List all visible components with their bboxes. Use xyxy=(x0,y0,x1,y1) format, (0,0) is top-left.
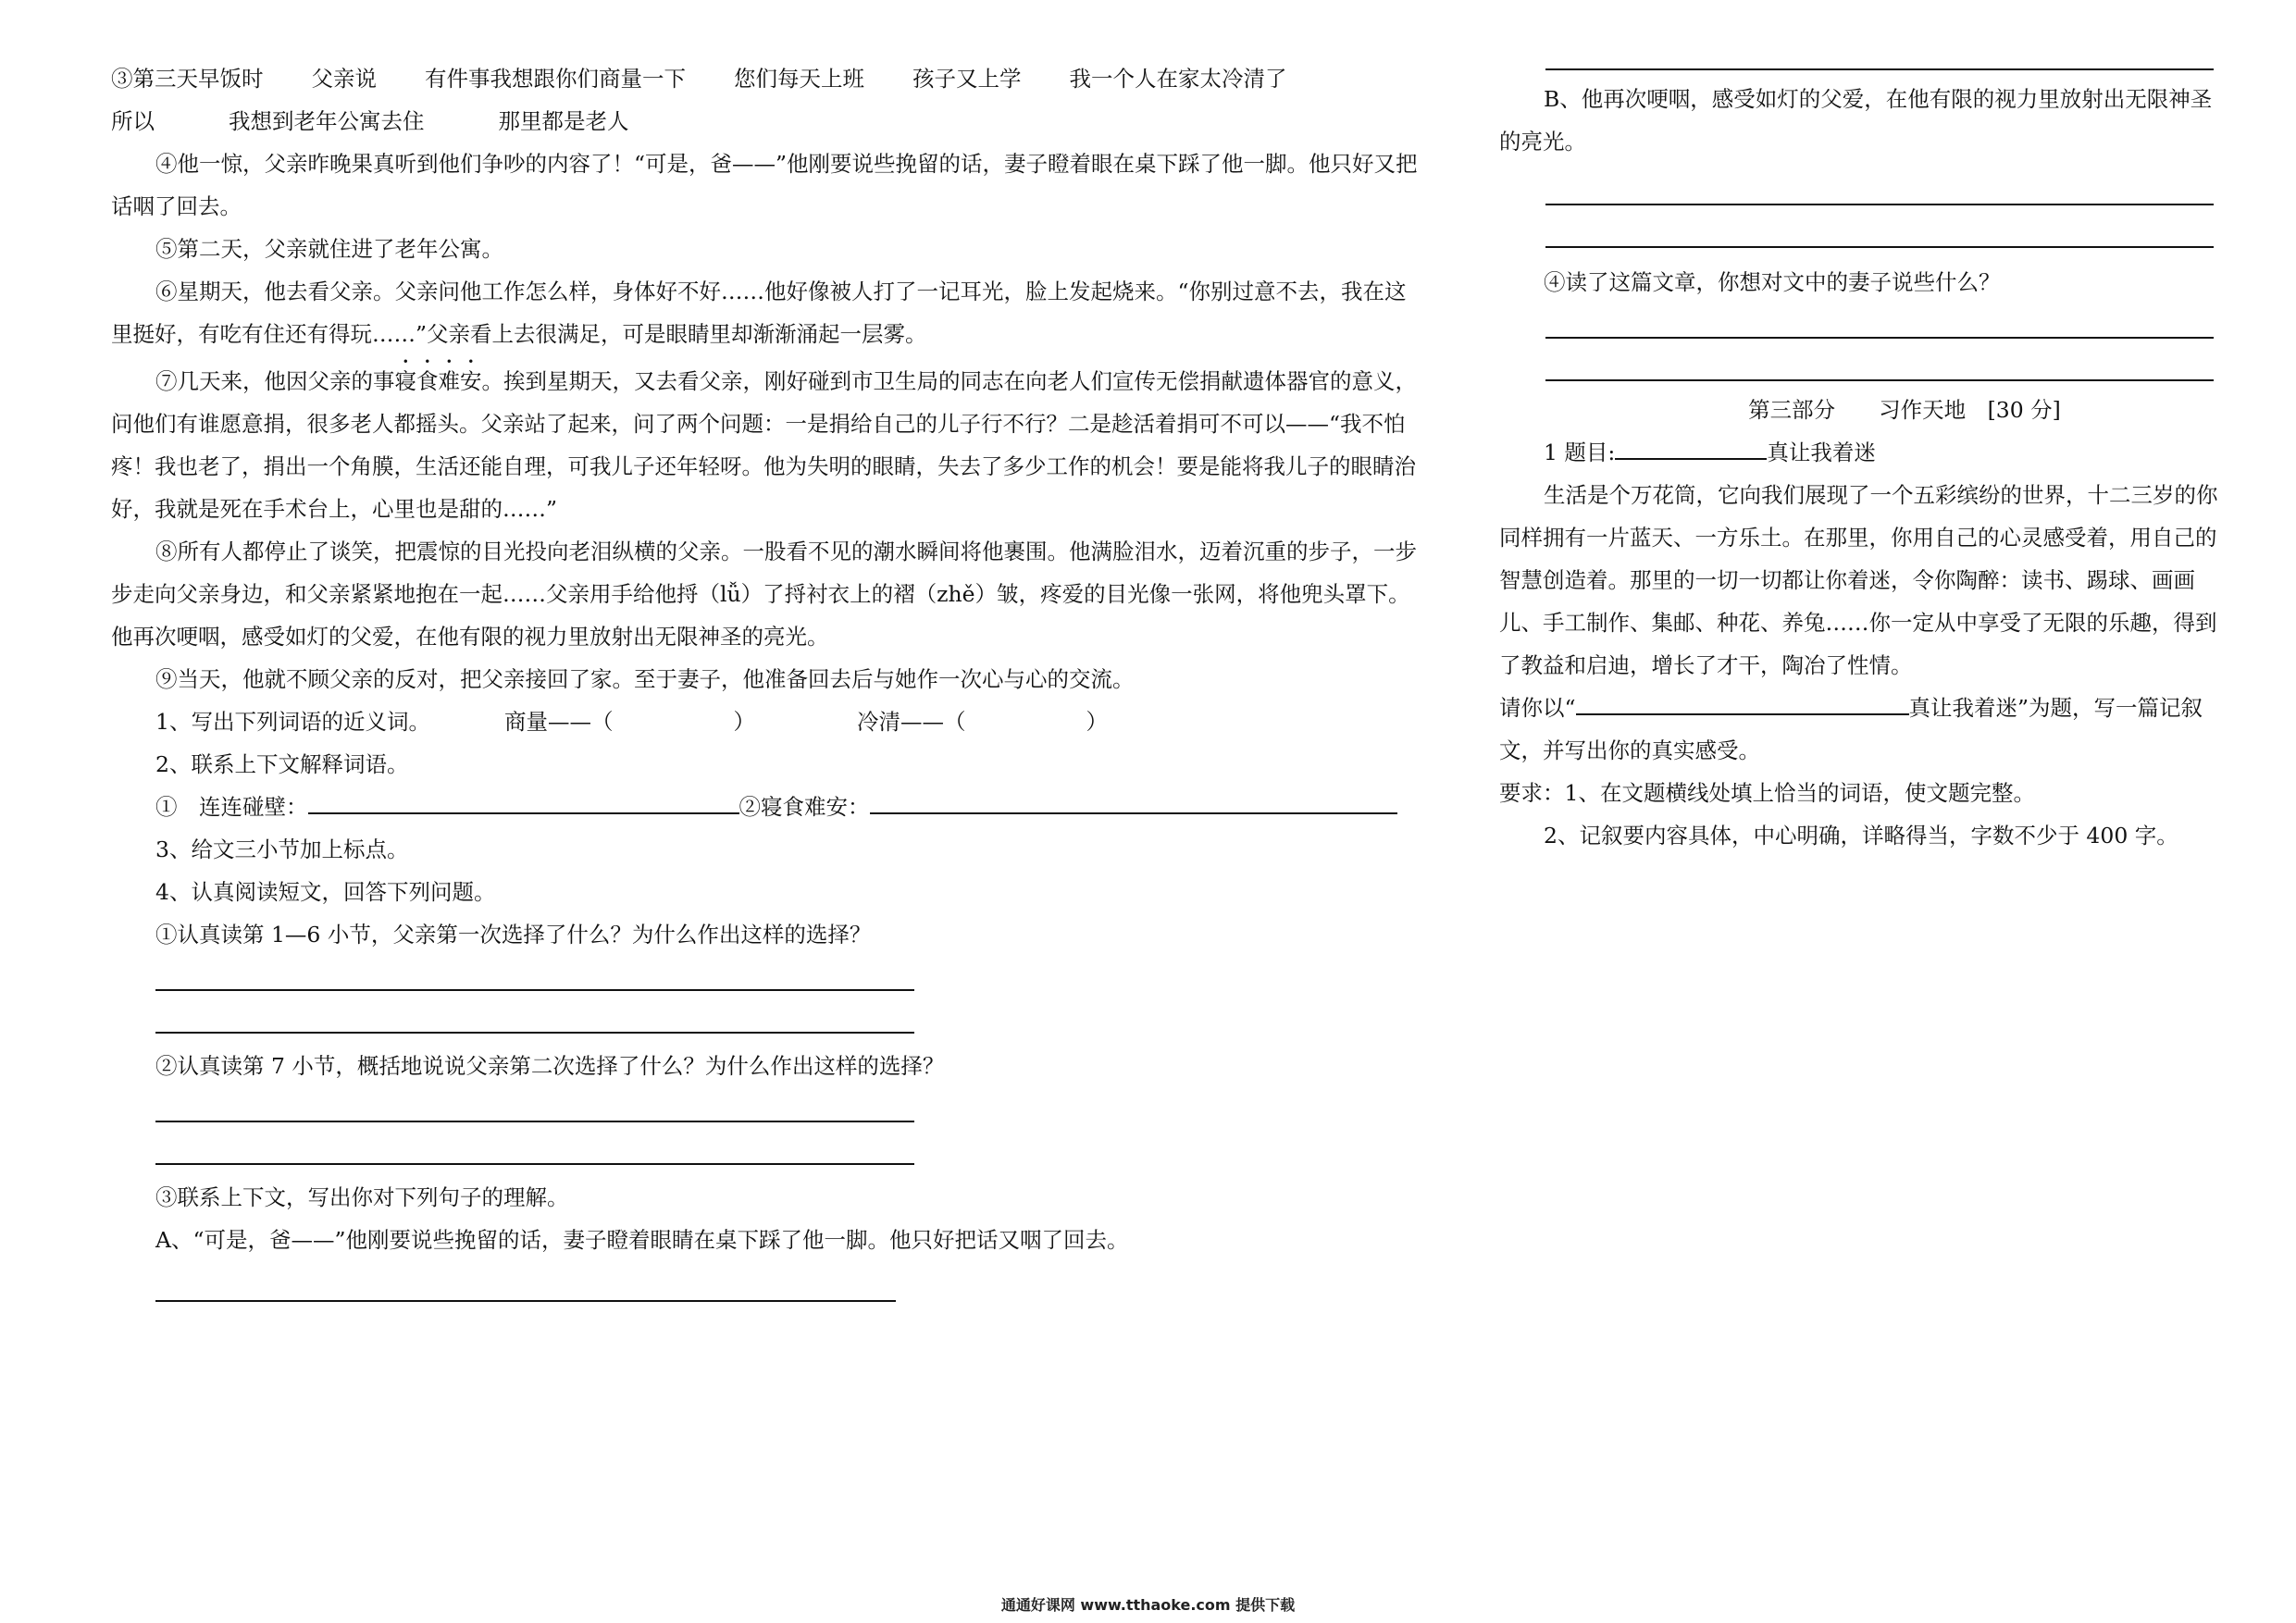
question-4-1: ①认真读第 1—6 小节，父亲第一次选择了什么？为什么作出这样的选择？ xyxy=(155,922,872,948)
answer-line[interactable] xyxy=(155,956,914,998)
paragraph-3-line2: 所以 我想到老年公寓去住 那里都是老人 xyxy=(111,108,629,134)
question-2-items: ① 连连碰壁： ②寝食难安： xyxy=(111,786,1425,828)
answer-line[interactable] xyxy=(1545,170,2214,213)
paragraph-5: ⑤第二天，父亲就住进了老年公寓。 xyxy=(155,236,503,262)
left-column xyxy=(111,57,1425,1309)
answer-line-lianlianpengbi[interactable] xyxy=(308,787,739,814)
footer-watermark: 通通好课网 www.tthaoke.com 提供下载 xyxy=(1000,1596,1296,1614)
right-column xyxy=(1499,57,2221,857)
paragraph-6: ⑥星期天，他去看父亲。父亲问他工作怎么样，身体好不好……他好像被人打了一记耳光，脸上发起烧来。“你别过意不去，我在这里挺好，有吃有住还有得玩……”父亲看上去很满足，可是眼睛里却渐渐涌起一层雾。 xyxy=(111,279,1407,347)
answer-line[interactable] xyxy=(1545,35,2214,78)
question-3: 3、给文三小节加上标点。 xyxy=(155,836,409,862)
paragraph-3-line1: ③第三天早饭时 父亲说 有件事我想跟你们商量一下 您们每天上班 孩子又上学 我一个人在家太冷清了 xyxy=(111,66,1287,92)
question-4-3-b: B、他再次哽咽，感受如灯的父爱，在他有限的视力里放射出无限神圣的亮光。 xyxy=(1499,86,2213,155)
answer-line[interactable] xyxy=(155,1130,914,1172)
question-2: 2、联系上下文解释词语。 xyxy=(155,751,409,777)
paragraph-9: ⑨当天，他就不顾父亲的反对，把父亲接回了家。至于妻子，他准备回去后与她作一次心与心的交流。 xyxy=(155,666,1135,692)
answer-line-qinshinanan[interactable] xyxy=(870,787,1397,814)
question-4-4: ④读了这篇文章，你想对文中的妻子说些什么？ xyxy=(1544,269,2001,295)
question-4: 4、认真阅读短文，回答下列问题。 xyxy=(155,879,496,905)
requirement-2: 2、记叙要内容具体，中心明确，详略得当，字数不少于 400 字。 xyxy=(1544,823,2178,849)
emphasized-word: 寝食难安 xyxy=(394,368,482,394)
paragraph-7: ⑦几天来，他因父亲的事寝食难安。挨到星期天，又去看父亲，刚好碰到市卫生局的同志在向老人们宣传无偿捐献遗体器官的意义，问他们有谁愿意捐，很多老人都摇头。父亲站了起来，问了两个问题：一是捐给自己的儿子行不行？二是趁活着捐可不可以——“我不怕疼！我也老了，捐出一个角膜，生活还能自理，可我儿子还年轻呀。他为失明的眼睛，失去了多少工作的机会！要是能将我儿子的眼睛治好，我就是死在手术台上，心里也是甜的……” xyxy=(111,368,1417,522)
answer-line[interactable] xyxy=(155,1087,914,1130)
answer-line[interactable] xyxy=(1545,346,2214,389)
answer-line[interactable] xyxy=(155,1267,896,1309)
paragraph-4: ④他一惊，父亲昨晚果真听到他们争吵的内容了！“可是，爸——”他刚要说些挽留的话，妻子瞪着眼在桌下踩了他一脚。他只好又把话咽了回去。 xyxy=(111,151,1418,219)
requirement-1: 要求：1、在文题横线处填上恰当的词语，使文题完整。 xyxy=(1499,780,2035,806)
answer-line[interactable] xyxy=(1545,213,2214,255)
paragraph-8: ⑧所有人都停止了谈笑，把震惊的目光投向老泪纵横的父亲。一股看不见的潮水瞬间将他裹围。他满脸泪水，迈着沉重的步子，一步步走向父亲身边，和父亲紧紧地抱在一起……父亲用手给他捋（lǚ）了捋衬衣上的褶（zhě）皱，疼爱的目光像一张网，将他兜头罩下。他再次哽咽，感受如灯的父爱，在他有限的视力里放射出无限神圣的亮光。 xyxy=(111,539,1417,650)
title-blank[interactable] xyxy=(1576,688,1909,715)
part-3-title: 第三部分 习作天地 [30 分] xyxy=(1748,397,2061,423)
answer-line[interactable] xyxy=(155,998,914,1041)
essay-topic: 1 题目: 真让我着迷 xyxy=(1499,431,2221,474)
essay-prompt: 生活是个万花筒，它向我们展现了一个五彩缤纷的世界，十二三岁的你同样拥有一片蓝天、一方乐土。在那里，你用自己的心灵感受着，用自己的智慧创造着。那里的一切一切都让你着迷，令你陶醉：读书、踢球、画画儿、手工制作、集邮、种花、养兔……你一定从中享受了无限的乐趣，得到了教益和启迪，增长了才干，陶冶了性情。 xyxy=(1499,482,2218,678)
topic-blank[interactable] xyxy=(1615,432,1767,460)
essay-instruction: 请你以“ 真让我着迷”为题，写一篇记叙文，并写出你的真实感受。 xyxy=(1499,687,2221,772)
question-4-2: ②认真读第 7 小节，概括地说说父亲第二次选择了什么？为什么作出这样的选择？ xyxy=(155,1053,945,1079)
answer-line[interactable] xyxy=(1545,304,2214,346)
question-4-3-a: A、“可是，爸——”他刚要说些挽留的话，妻子瞪着眼睛在桌下踩了他一脚。他只好把话又咽了回去。 xyxy=(155,1227,1129,1253)
question-1: 1、写出下列词语的近义词。 商量——（ ） 冷清——（ ） xyxy=(155,709,1108,735)
question-4-3: ③联系上下文，写出你对下列句子的理解。 xyxy=(155,1184,569,1210)
